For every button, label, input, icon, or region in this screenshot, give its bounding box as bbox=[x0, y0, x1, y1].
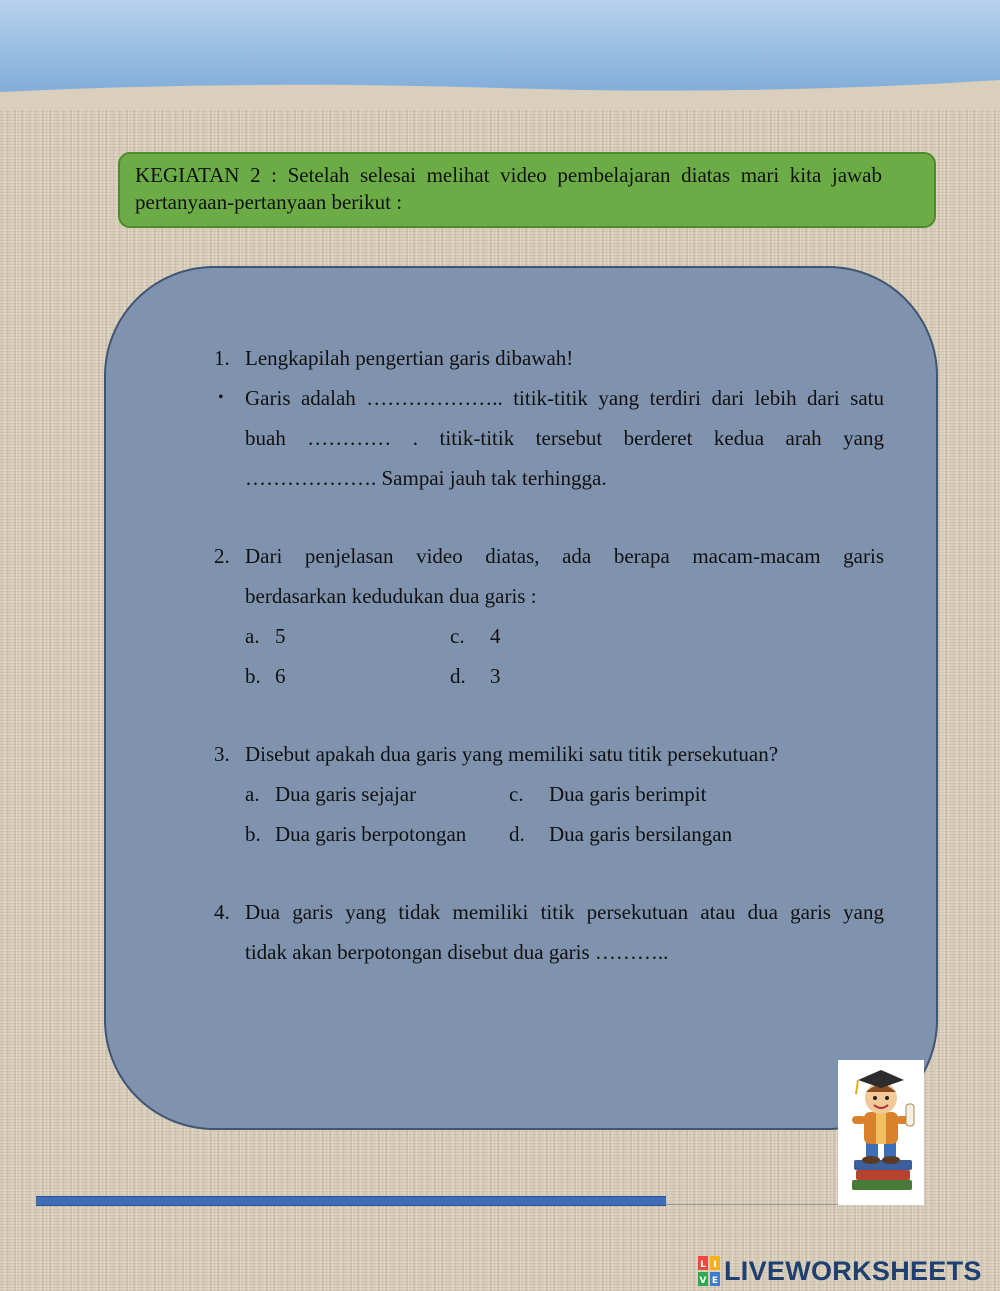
option-a[interactable]: Dua garis sejajar bbox=[275, 782, 417, 806]
question-2-line-2 bbox=[214, 576, 884, 616]
liveworksheets-logo[interactable] bbox=[698, 1254, 982, 1288]
question-number: 1. bbox=[214, 346, 230, 370]
option-letter: b. bbox=[245, 822, 261, 846]
option-a[interactable]: 5 bbox=[275, 624, 286, 648]
option-b[interactable]: 6 bbox=[275, 664, 286, 688]
question-4-line-1 bbox=[214, 892, 884, 932]
question-text: Dari penjelasan video diatas, ada berapa macam-macam garis bbox=[245, 544, 884, 568]
question-text: berdasarkan kedudukan dua garis : bbox=[245, 584, 537, 608]
option-c[interactable]: Dua garis berimpit bbox=[549, 782, 707, 806]
option-letter: d. bbox=[509, 822, 525, 846]
question-text: buah ………… . titik-titik tersebut berderet kedua arah yang bbox=[245, 426, 884, 450]
question-2-options-row-1 bbox=[214, 616, 884, 656]
question-1-line-2 bbox=[214, 418, 884, 458]
option-letter: c. bbox=[450, 624, 465, 648]
option-d[interactable]: Dua garis bersilangan bbox=[549, 822, 733, 846]
question-1-prompt bbox=[214, 338, 884, 378]
question-4-line-2 bbox=[214, 932, 884, 972]
option-letter: a. bbox=[245, 782, 260, 806]
question-2-line-1 bbox=[214, 536, 884, 576]
decorative-grey-line bbox=[666, 1204, 856, 1205]
question-2-options-row-2 bbox=[214, 656, 884, 696]
question-3-options-row-1 bbox=[214, 774, 884, 814]
question-number: 2. bbox=[214, 544, 230, 568]
top-banner bbox=[0, 0, 1000, 110]
question-1-line-1 bbox=[214, 378, 884, 418]
logo-text: LIVEWORKSHEETS bbox=[724, 1255, 982, 1286]
option-letter: c. bbox=[509, 782, 524, 806]
question-text: Dua garis yang tidak memiliki titik persekutuan atau dua garis yang bbox=[245, 900, 884, 924]
question-1-line-3 bbox=[214, 458, 884, 498]
logo-letter: L bbox=[700, 1260, 706, 1270]
student-on-books-icon bbox=[838, 1060, 924, 1205]
wave-shape bbox=[0, 0, 1000, 110]
logo-letter: E bbox=[711, 1276, 719, 1286]
question-text: ………………. Sampai jauh tak terhingga. bbox=[245, 466, 607, 490]
activity-header bbox=[118, 152, 936, 228]
question-number: 4. bbox=[214, 900, 230, 924]
option-letter: b. bbox=[245, 664, 261, 688]
question-text: Lengkapilah pengertian garis dibawah! bbox=[245, 346, 574, 370]
liveworksheets-logo-icon bbox=[698, 1256, 720, 1286]
logo-letter: I bbox=[713, 1260, 717, 1270]
decorative-blue-line bbox=[36, 1196, 666, 1206]
question-text: Garis adalah ……………….. titik-titik yang terdiri dari lebih dari satu bbox=[245, 386, 884, 410]
option-b[interactable]: Dua garis berpotongan bbox=[275, 822, 467, 846]
option-letter: d. bbox=[450, 664, 466, 688]
logo-letter: V bbox=[699, 1276, 707, 1286]
question-3-options-row-2 bbox=[214, 814, 884, 854]
question-text: Disebut apakah dua garis yang memiliki satu titik persekutuan? bbox=[245, 742, 779, 766]
question-number: 3. bbox=[214, 742, 230, 766]
option-letter: a. bbox=[245, 624, 260, 648]
option-c[interactable]: 4 bbox=[490, 624, 501, 648]
question-3-prompt bbox=[214, 734, 884, 774]
question-text: tidak akan berpotongan disebut dua garis ……….. bbox=[245, 940, 669, 964]
option-d[interactable]: 3 bbox=[490, 664, 501, 688]
questions-list bbox=[214, 338, 884, 972]
activity-header-text: KEGIATAN 2 : Setelah selesai melihat video pembelajaran diatas mari kita jawab pertanyaan-pertanyaan berikut : bbox=[135, 163, 882, 214]
student-mascot-image bbox=[838, 1060, 924, 1205]
bullet-icon: • bbox=[218, 389, 224, 406]
